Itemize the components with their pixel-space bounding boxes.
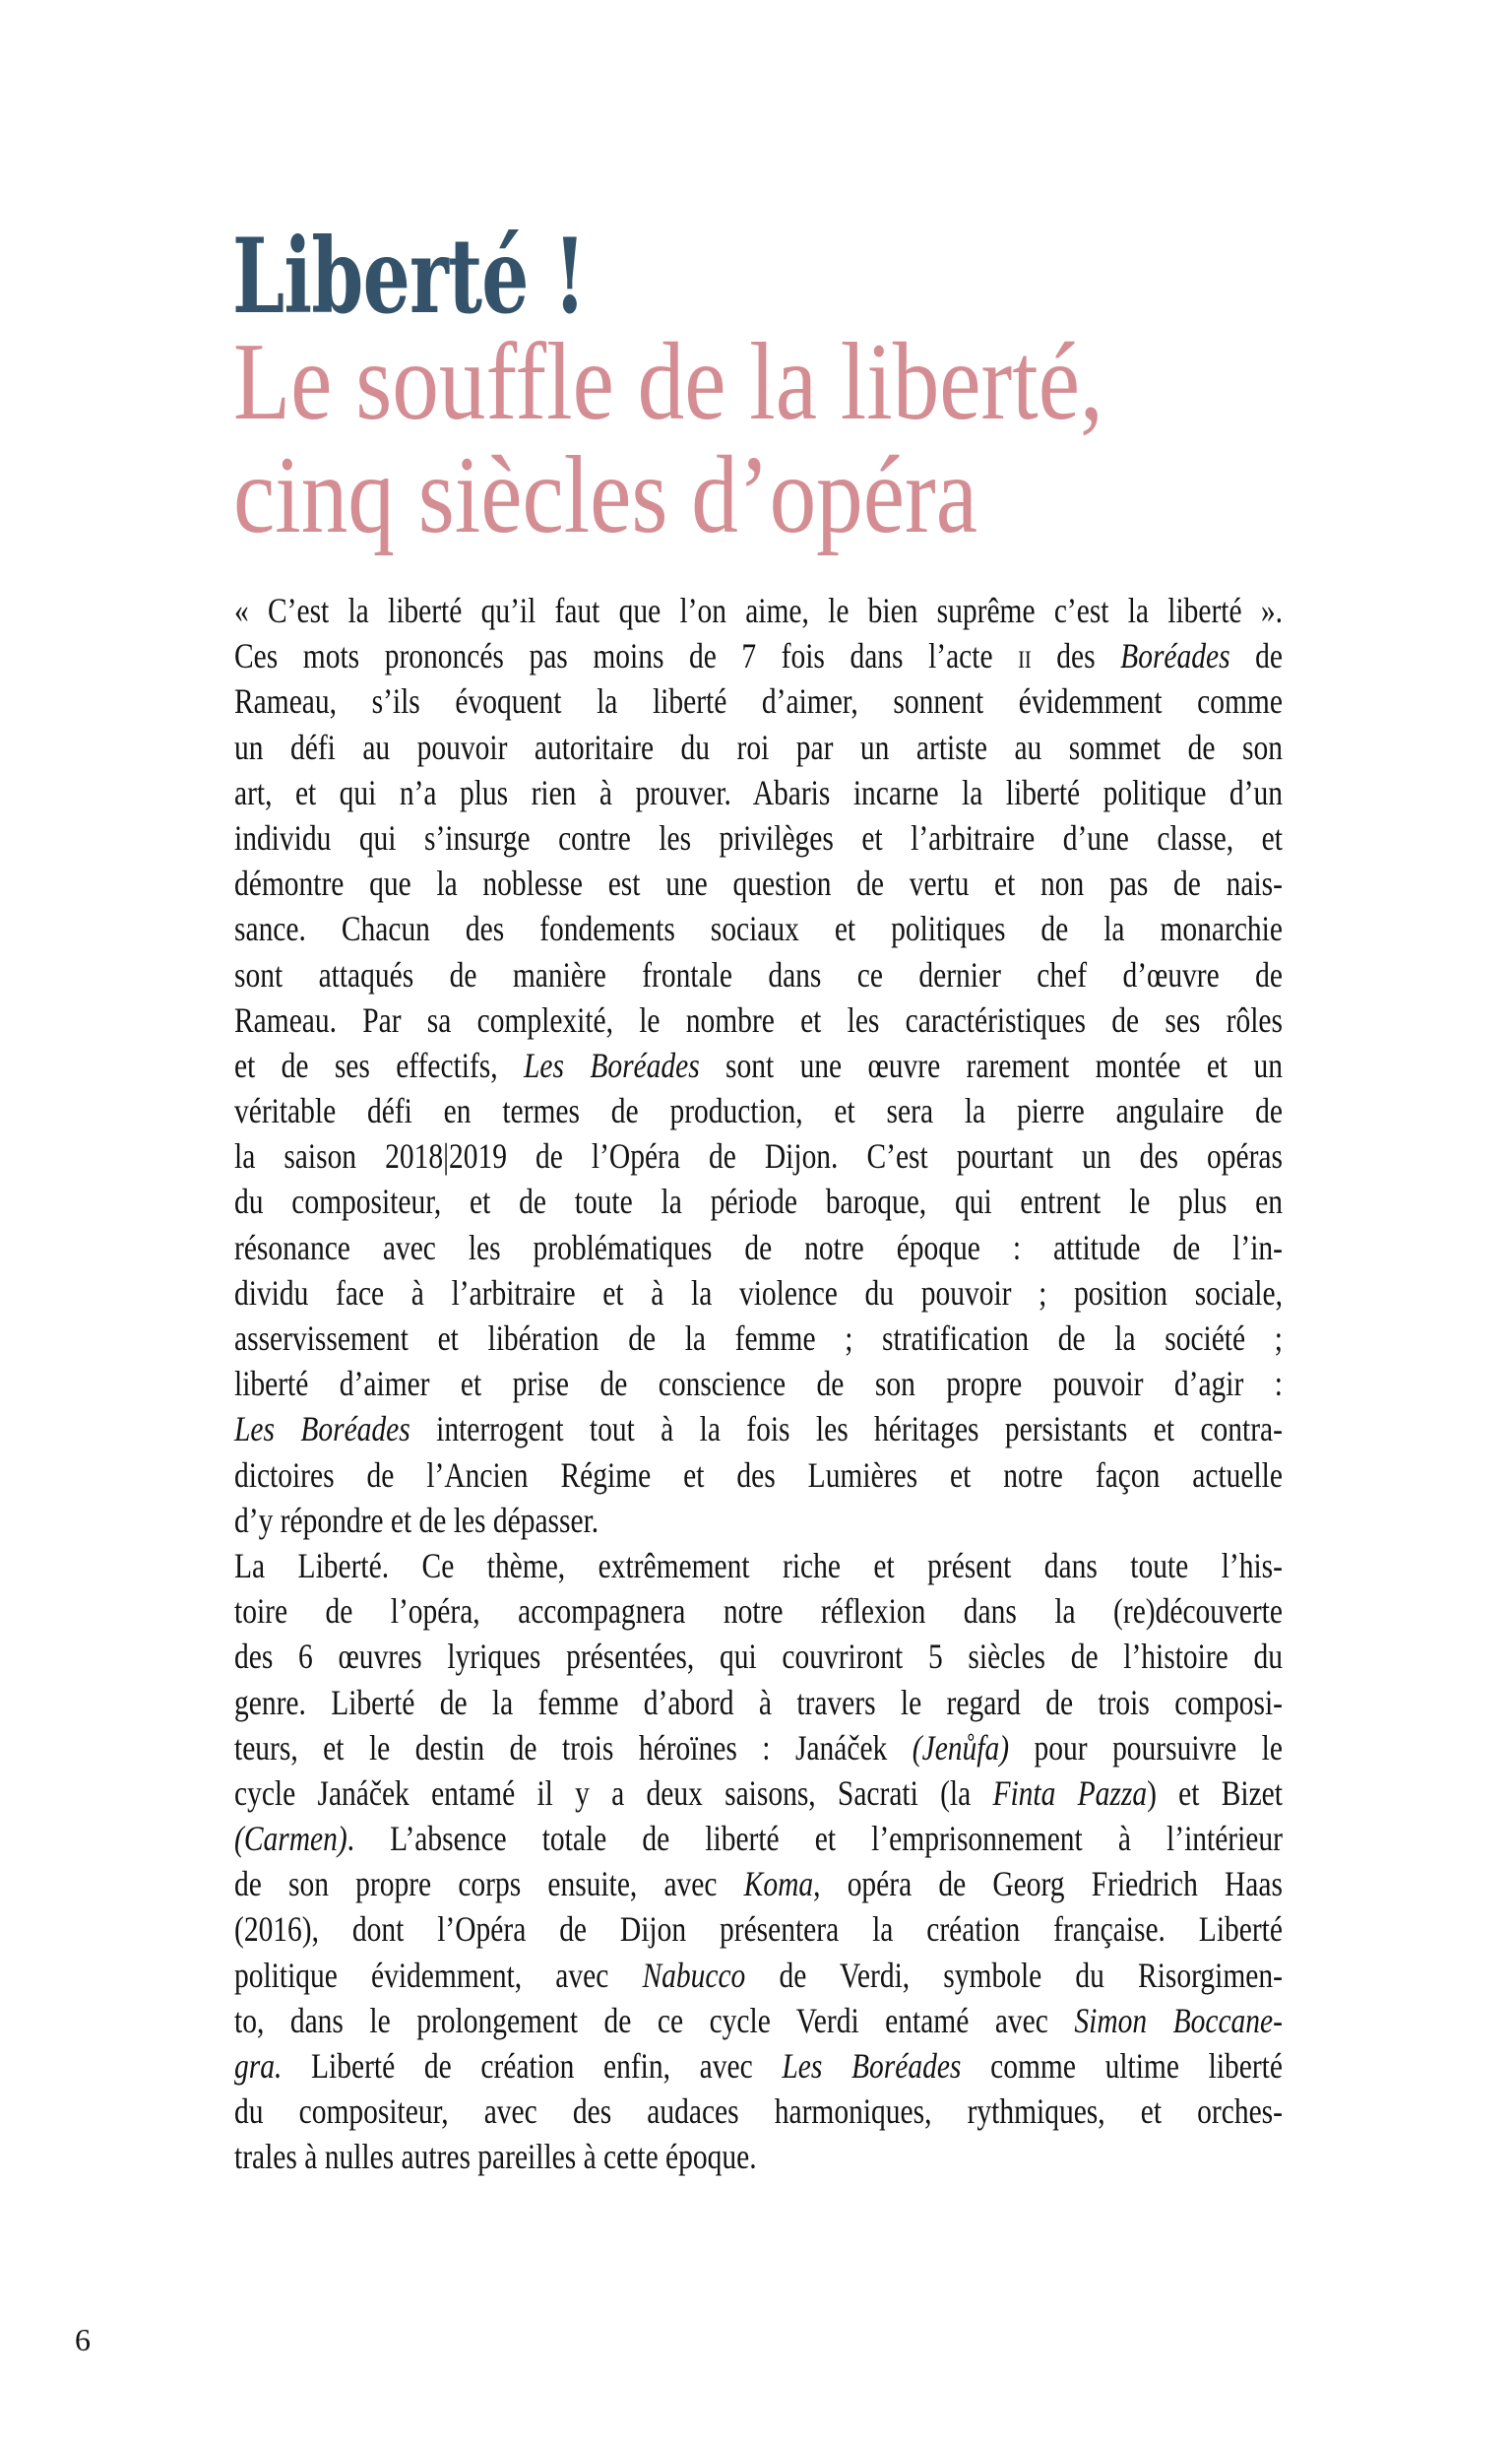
body-text-segment: sont attaqués de manière frontale dans ce dernier chef d’œuvre de [234, 954, 1283, 995]
page-title: Liberté ! [232, 215, 586, 337]
body-line [234, 2043, 1283, 2089]
body-line [234, 2089, 1283, 2134]
body-text-segment: démontre que la noblesse est une question de vertu et non pas de nais- [234, 864, 1283, 904]
body-text-segment: sont une œuvre rarement montée et un [699, 1045, 1283, 1085]
body-line [234, 815, 1283, 861]
body-text-segment: cycle Janáček entamé il y a deux saisons, Sacrati (la [234, 1772, 993, 1813]
body-line [234, 633, 1283, 678]
body-text-segment: toire de l’opéra, accompagnera notre réflexion dans la (re)découverte [234, 1591, 1283, 1632]
body-line [234, 1770, 1283, 1816]
body-text-segment: de [1229, 636, 1283, 676]
body-line [234, 997, 1283, 1043]
italic-text: Simon Boccane- [1074, 2000, 1283, 2040]
body-line [234, 1816, 1283, 1861]
body-line [234, 1588, 1283, 1634]
body-text-segment: La Liberté. Ce thème, extrêmement riche et présent dans toute l’his- [234, 1545, 1283, 1585]
body-text-segment: . L’absence totale de liberté et l’emprisonnement à l’intérieur [346, 1819, 1283, 1859]
body-line [234, 1406, 1283, 1451]
body-line [234, 1133, 1283, 1179]
body-text-segment: to, dans le prolongement de ce cycle Verdi entamé avec [234, 2000, 1075, 2040]
body-line [234, 1270, 1283, 1316]
body-line [234, 1043, 1283, 1088]
body-text-segment: liberté d’aimer et prise de conscience de son propre pouvoir d’agir : [234, 1364, 1283, 1404]
body-line [234, 1680, 1283, 1725]
body-line [234, 1543, 1283, 1588]
body-line [234, 1179, 1283, 1224]
body-text-segment: trales à nulles autres pareilles à cette époque. [234, 2137, 757, 2177]
body-text-segment: , opéra de Georg Friedrich Haas [813, 1864, 1283, 1904]
italic-text: Les Boréades [234, 1409, 410, 1449]
body-line [234, 770, 1283, 815]
body-line [234, 1088, 1283, 1133]
body-line [234, 1316, 1283, 1361]
body-line [234, 1498, 1283, 1543]
body-line [234, 1906, 1283, 1952]
body-text-segment: résonance avec les problématiques de notre époque : attitude de l’in- [234, 1227, 1283, 1267]
body-line [234, 906, 1283, 951]
italic-text: Boréades [1120, 636, 1230, 676]
body-text-segment: un défi au pouvoir autoritaire du roi par un artiste au sommet de son [234, 727, 1283, 767]
body-line [234, 1452, 1283, 1498]
body-text-segment: Liberté de création enfin, avec [282, 2046, 783, 2086]
body-line [234, 725, 1283, 770]
body-line [234, 1998, 1283, 2043]
body-text [234, 588, 1283, 2180]
body-line [234, 1861, 1283, 1906]
italic-text: Koma [743, 1864, 814, 1904]
body-text-segment: du compositeur, et de toute la période baroque, qui entrent le plus en [234, 1182, 1283, 1222]
body-line [234, 861, 1283, 906]
body-text-segment: interrogent tout à la fois les héritages persistants et contra- [410, 1409, 1283, 1449]
body-text-segment: des 6 œuvres lyriques présentées, qui couvriront 5 siècles de l’histoire du [234, 1637, 1283, 1677]
subtitle-line-2: cinq siècles d’opéra [233, 434, 977, 556]
body-text-segment: de son propre corps ensuite, avec [234, 1864, 744, 1904]
italic-text: Les Boréades [782, 2046, 962, 2086]
body-text-segment: comme ultime liberté [961, 2046, 1283, 2086]
paragraph [234, 1543, 1283, 2180]
paragraph [234, 588, 1283, 1543]
body-text-segment: teurs, et le destin de trois héroïnes : Janáček [234, 1727, 913, 1768]
body-line [234, 952, 1283, 997]
italic-text: (Carmen) [234, 1819, 347, 1859]
body-text-segment: Rameau. Par sa complexité, le nombre et les caractéristiques de ses rôles [234, 999, 1283, 1040]
body-text-segment: individu qui s’insurge contre les privilèges et l’arbitraire d’une classe, et [234, 817, 1283, 858]
body-text-segment: véritable défi en termes de production, et sera la pierre angulaire de [234, 1091, 1283, 1131]
body-line [234, 1953, 1283, 1998]
body-line [234, 1361, 1283, 1406]
body-text-segment: genre. Liberté de la femme d’abord à travers le regard de trois composi- [234, 1682, 1283, 1722]
body-text-segment: pour poursuivre le [1009, 1727, 1283, 1768]
page-subtitle [233, 321, 1512, 556]
italic-text: Finta Pazza [992, 1772, 1148, 1813]
body-line [234, 1225, 1283, 1270]
page-number: 6 [75, 2322, 91, 2357]
body-text-segment: « C’est la liberté qu’il faut que l’on aime, le bien suprême c’est la liberté ». [234, 591, 1283, 630]
body-text-segment: art, et qui n’a plus rien à prouver. Abaris incarne la liberté politique d’un [234, 772, 1283, 812]
body-text-segment: (2016), dont l’Opéra de Dijon présentera la création française. Liberté [234, 1909, 1283, 1950]
italic-text: Les Boréades [524, 1045, 700, 1085]
body-text-segment: Rameau, s’ils évoquent la liberté d’aimer, sonnent évidemment comme [234, 681, 1283, 722]
body-text-segment: et de ses effectifs, [234, 1045, 525, 1085]
body-text-segment: la saison 2018|2019 de l’Opéra de Dijon. C’est pourtant un des opéras [234, 1136, 1283, 1177]
body-text-segment: dividu face à l’arbitraire et à la violence du pouvoir ; position sociale, [234, 1272, 1283, 1313]
body-text-segment: de Verdi, symbole du Risorgimen- [745, 1955, 1283, 1995]
subtitle-line-1: Le souffle de la liberté, [233, 321, 1103, 443]
body-line [234, 588, 1283, 633]
body-line [234, 2134, 1283, 2179]
body-text-segment: d’y répondre et de les dépasser. [234, 1500, 599, 1540]
body-text-segment: Ces mots prononcés pas moins de 7 fois dans l’acte [234, 636, 1019, 676]
body-text-segment: sance. Chacun des fondements sociaux et politiques de la monarchie [234, 909, 1283, 949]
body-text-segment: politique évidemment, avec [234, 1955, 643, 1995]
body-line [234, 678, 1283, 724]
body-line [234, 1725, 1283, 1770]
body-text-segment: dictoires de l’Ancien Régime et des Lumières et notre façon actuelle [234, 1454, 1283, 1495]
body-line [234, 1634, 1283, 1679]
body-text-segment: ) et Bizet [1147, 1772, 1283, 1813]
italic-text: Nabucco [642, 1955, 746, 1995]
body-text-segment: du compositeur, avec des audaces harmoniques, rythmiques, et orches- [234, 2091, 1283, 2132]
italic-text: (Jenůfa) [912, 1727, 1010, 1768]
italic-text: gra. [234, 2046, 283, 2086]
body-text-segment: des [1031, 636, 1121, 676]
body-text-segment: asservissement et libération de la femme ; stratification de la société ; [234, 1318, 1283, 1358]
smallcaps-text: ii [1018, 636, 1032, 676]
